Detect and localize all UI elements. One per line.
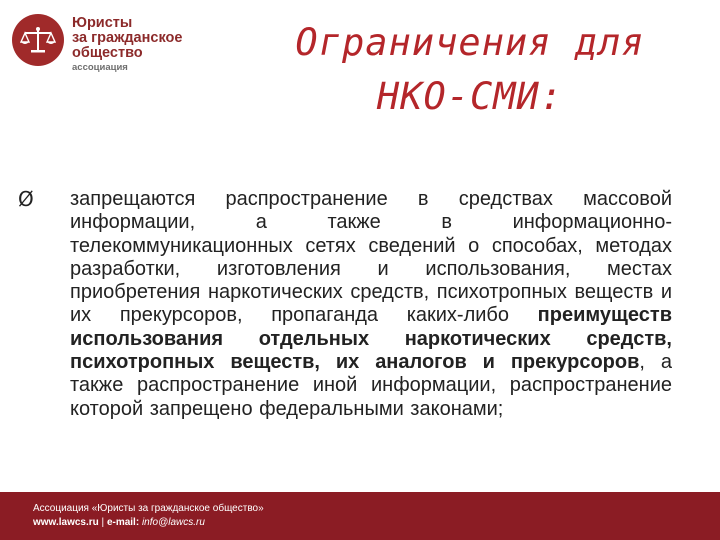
bullet-text [70, 188, 672, 421]
scales-icon [12, 14, 64, 66]
slide-title [260, 16, 680, 124]
bullet-text-part-2: , а также распространение иной информации, распространение которой запрещено федеральными законами; [70, 351, 672, 420]
slide-content [18, 188, 672, 421]
arrow-bullet-icon: Ø [18, 187, 34, 211]
title-line-1: Ограничения для [295, 21, 645, 64]
footer-info [33, 502, 264, 530]
bullet-item [18, 188, 672, 421]
footer-email-link[interactable]: info@lawcs.ru [141, 517, 205, 528]
logo-text [72, 16, 182, 75]
association-logo [12, 14, 182, 75]
footer-contacts [33, 516, 264, 530]
footer-bar [0, 492, 720, 540]
footer-separator: | [101, 517, 105, 528]
logo-line-3: общество [72, 45, 143, 61]
logo-line-4: ассоциация [72, 62, 128, 73]
footer-website-link[interactable]: www.lawcs.ru [33, 517, 99, 528]
logo-line-2: за гражданское [72, 30, 183, 46]
title-line-2: НКО-СМИ: [376, 75, 564, 118]
logo-line-1: Юристы [72, 15, 133, 31]
bullet-text-part-1: запрещаются распространение в средствах массовой информации, а также в информационно-телекоммуникационных сетях сведений о способах, методах разработки, изготовления и использования, местах приобретения наркотических средств, психотропных веществ и их прекурсоров, пропаганда каких-либо [70, 188, 672, 327]
bullet-text-bold: преимуществ использования отдельных наркотических средств, психотропных веществ, их аналогов и прекурсоров [70, 304, 672, 374]
footer-email-label: e-mail: [106, 517, 140, 528]
footer-org-name: Ассоциация «Юристы за гражданское общество» [33, 503, 264, 514]
